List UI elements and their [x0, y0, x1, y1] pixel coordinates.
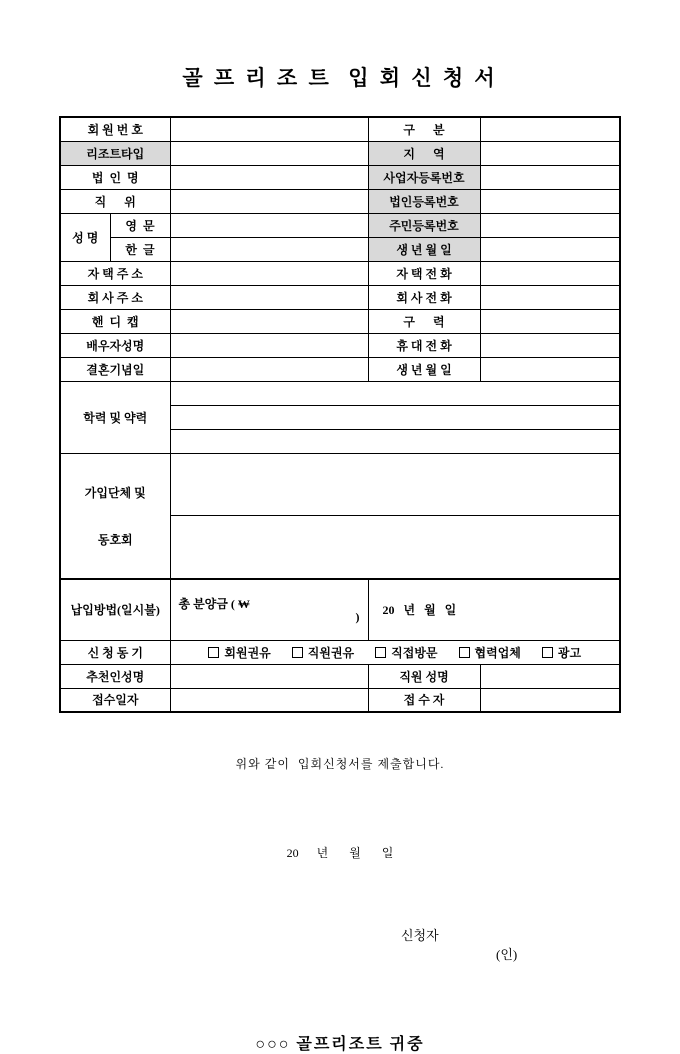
label-groups-line2: 동호회 [97, 532, 133, 547]
groups-line-1-input[interactable] [170, 453, 620, 516]
signature-date-line: 20 년 월 일 [286, 846, 394, 860]
label-receiver: 접 수 자 [368, 688, 480, 712]
receipt-date-input[interactable] [170, 688, 368, 712]
label-application-motive: 신 청 동 기 [60, 640, 170, 664]
category-input[interactable] [480, 117, 620, 141]
checkbox-group-direct-visit[interactable] [375, 644, 437, 661]
home-phone-input[interactable] [480, 261, 620, 285]
row-member-number [60, 117, 620, 141]
label-position: 직 위 [60, 189, 170, 213]
resident-no-input[interactable] [480, 213, 620, 237]
label-biz-reg-no: 사업자등록번호 [368, 165, 480, 189]
groups-line-2-input[interactable] [170, 516, 620, 579]
label-spouse-birth-date: 생 년 월 일 [368, 357, 480, 381]
submission-statement: 위와 같이 입회신청서를 제출합니다. [235, 757, 445, 771]
checkbox-icon[interactable] [208, 647, 219, 658]
label-payment-method: 납입방법(일시불) [60, 579, 170, 641]
row-position [60, 189, 620, 213]
checkbox-label: 협력업체 [474, 645, 521, 660]
handicap-input[interactable] [170, 309, 368, 333]
checkbox-group-advertisement[interactable] [542, 644, 581, 661]
label-corp-reg-no: 법인등록번호 [368, 189, 480, 213]
checkbox-group-staff-referral[interactable] [292, 644, 354, 661]
checkbox-group-partner-company[interactable] [459, 644, 521, 661]
label-handicap: 핸 디 캡 [60, 309, 170, 333]
checkbox-icon[interactable] [375, 647, 386, 658]
payment-amount-suffix: ) [355, 609, 360, 624]
row-groups-1 [60, 453, 620, 516]
motive-options-cell [170, 640, 620, 664]
label-recommender: 추천인성명 [60, 664, 170, 688]
row-resort-type [60, 141, 620, 165]
name-korean-input[interactable] [170, 237, 368, 261]
label-category: 구 분 [368, 117, 480, 141]
office-address-input[interactable] [170, 285, 368, 309]
row-anniversary [60, 357, 620, 381]
label-office-address: 회 사 주 소 [60, 285, 170, 309]
corp-reg-no-input[interactable] [480, 189, 620, 213]
label-staff-name: 직원 성명 [368, 664, 480, 688]
label-home-address: 자 택 주 소 [60, 261, 170, 285]
checkbox-label: 직접방문 [391, 645, 438, 660]
label-resident-no: 주민등록번호 [368, 213, 480, 237]
payment-amount-cell[interactable] [170, 579, 368, 641]
checkbox-label: 회원권유 [224, 645, 271, 660]
member-number-input[interactable] [170, 117, 368, 141]
education-line-2-input[interactable] [170, 405, 620, 429]
office-phone-input[interactable] [480, 285, 620, 309]
payment-amount-prefix: 총 분양금 ( ₩ [178, 596, 250, 611]
position-input[interactable] [170, 189, 368, 213]
education-line-1-input[interactable] [170, 381, 620, 405]
label-home-phone: 자 택 전 화 [368, 261, 480, 285]
applicant-label: 신청자 [401, 928, 439, 943]
checkbox-icon[interactable] [292, 647, 303, 658]
label-office-phone: 회 사 전 화 [368, 285, 480, 309]
label-anniversary: 결혼기념일 [60, 357, 170, 381]
row-education-1 [60, 381, 620, 405]
recipient-line: ○○○ 골프리조트 귀중 [255, 1036, 425, 1053]
label-region: 지 역 [368, 141, 480, 165]
row-handicap [60, 309, 620, 333]
row-payment-method [60, 579, 620, 641]
checkbox-group-member-referral[interactable] [208, 644, 270, 661]
checkbox-label: 광고 [557, 645, 582, 660]
receiver-input[interactable] [480, 688, 620, 712]
label-mobile-phone: 휴 대 전 화 [368, 333, 480, 357]
label-golf-career: 구 력 [368, 309, 480, 333]
spouse-birth-date-input[interactable] [480, 357, 620, 381]
seal-label: (인) [496, 947, 518, 962]
row-name-korean [60, 237, 620, 261]
label-resort-type: 리조트타입 [60, 141, 170, 165]
mobile-phone-input[interactable] [480, 333, 620, 357]
label-receipt-date: 접수일자 [60, 688, 170, 712]
label-member-number: 회 원 번 호 [60, 117, 170, 141]
payment-date-cell[interactable]: 20 년 월 일 [368, 579, 620, 641]
staff-name-input[interactable] [480, 664, 620, 688]
name-english-input[interactable] [170, 213, 368, 237]
home-address-input[interactable] [170, 261, 368, 285]
label-name: 성 명 [60, 213, 110, 261]
row-receipt-date [60, 688, 620, 712]
row-name-english [60, 213, 620, 237]
biz-reg-no-input[interactable] [480, 165, 620, 189]
row-home-address [60, 261, 620, 285]
golf-career-input[interactable] [480, 309, 620, 333]
row-recommender [60, 664, 620, 688]
row-office-address [60, 285, 620, 309]
region-input[interactable] [480, 141, 620, 165]
corp-name-input[interactable] [170, 165, 368, 189]
resort-type-input[interactable] [170, 141, 368, 165]
checkbox-label: 직원권유 [307, 645, 355, 660]
checkbox-icon[interactable] [542, 647, 553, 658]
application-form-table [59, 116, 621, 713]
label-groups-line1: 가입단체 및 [84, 485, 146, 500]
row-spouse-name [60, 333, 620, 357]
label-name-english: 영 문 [110, 213, 170, 237]
label-groups [60, 453, 170, 579]
recommender-input[interactable] [170, 664, 368, 688]
anniversary-input[interactable] [170, 357, 368, 381]
label-corp-name: 법 인 명 [60, 165, 170, 189]
spouse-name-input[interactable] [170, 333, 368, 357]
page-title: 골 프 리 조 트 입 회 신 청 서 [182, 66, 498, 90]
row-corp-name [60, 165, 620, 189]
birth-date-input[interactable] [480, 237, 620, 261]
label-birth-date: 생 년 월 일 [368, 237, 480, 261]
label-spouse-name: 배우자성명 [60, 333, 170, 357]
label-name-korean: 한 글 [110, 237, 170, 261]
education-line-3-input[interactable] [170, 429, 620, 453]
checkbox-icon[interactable] [459, 647, 470, 658]
label-education: 학력 및 약력 [60, 381, 170, 453]
row-application-motive [60, 640, 620, 664]
applicant-line [0, 909, 680, 979]
